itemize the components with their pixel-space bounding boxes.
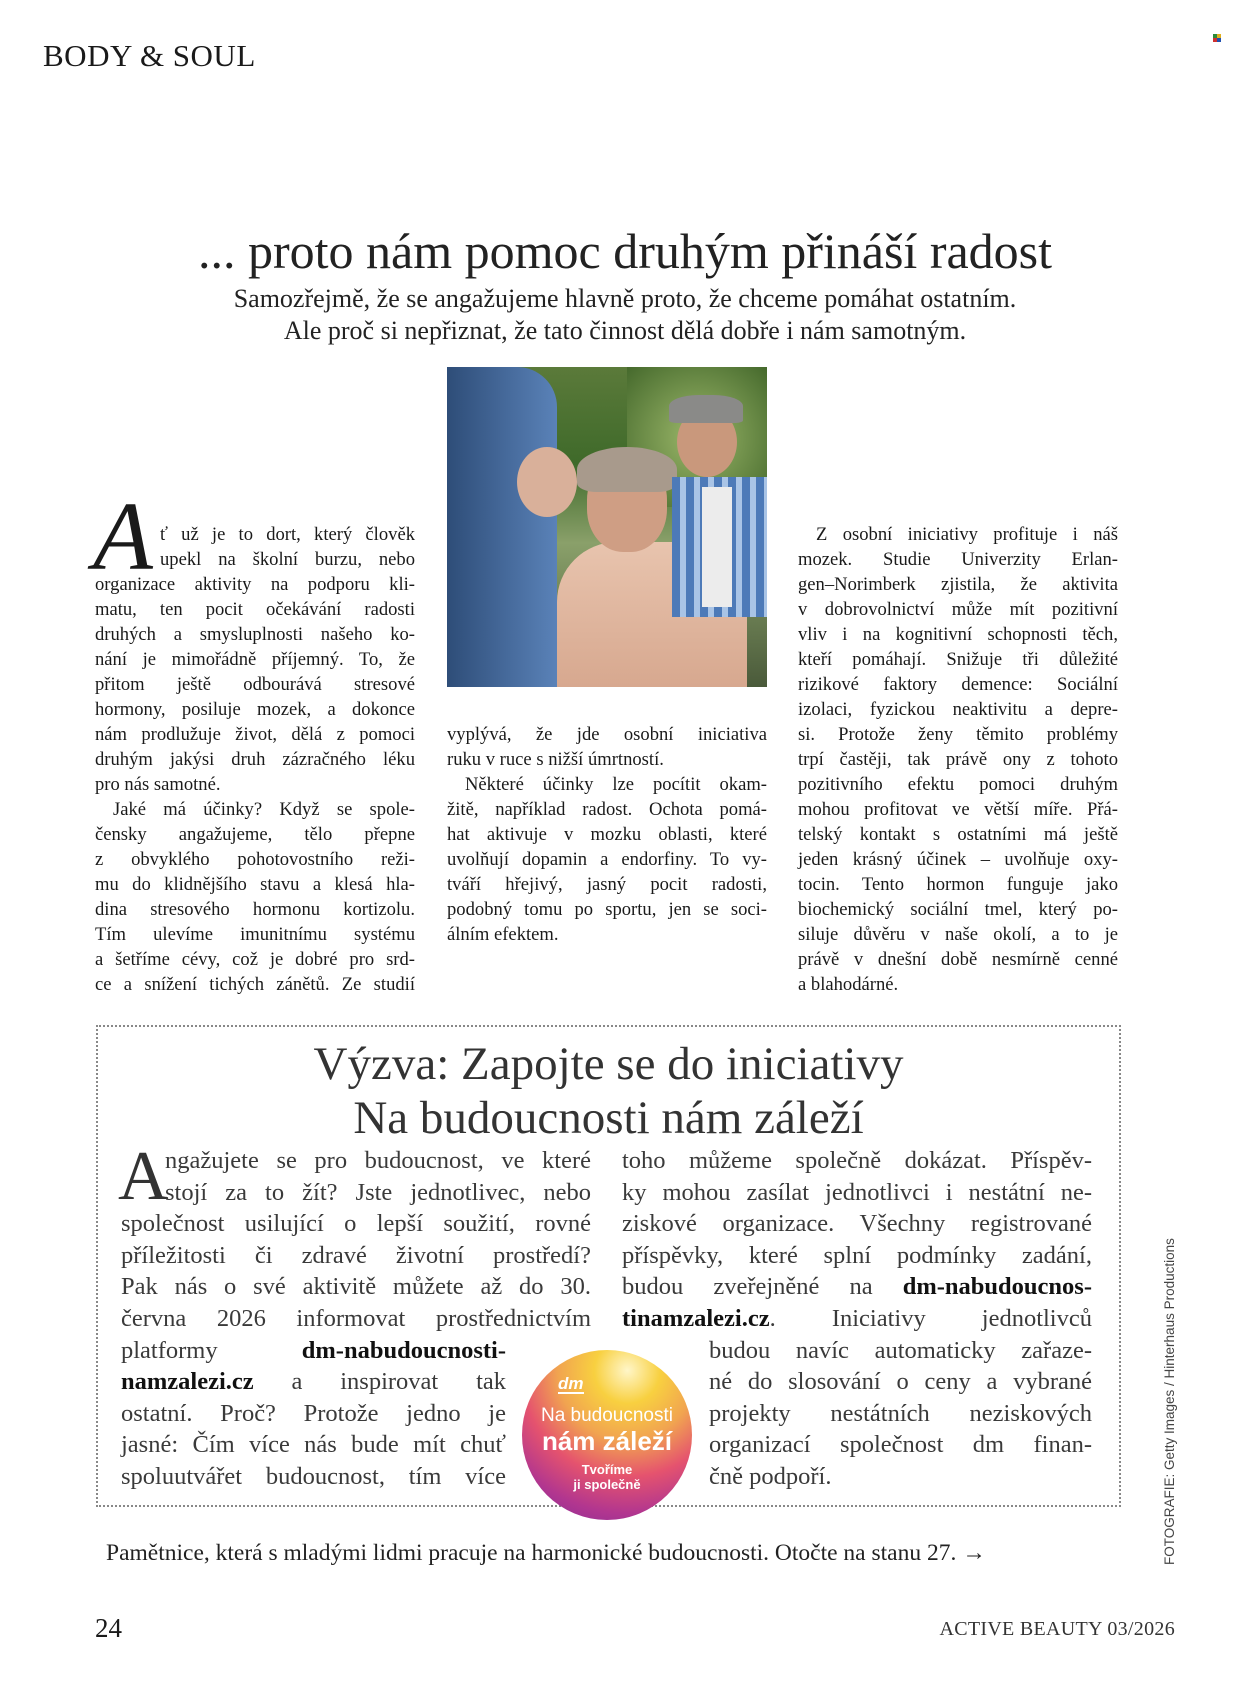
article-column-middle	[447, 722, 767, 947]
box-title-line: Na budoucnosti nám záleží	[353, 1092, 864, 1144]
text-line: pro nás samotné.	[95, 774, 221, 795]
text-line: álním efektem.	[447, 924, 559, 945]
text-segment: a inspirovat tak	[253, 1368, 506, 1396]
text-line: rizikové faktory demence: Sociální	[798, 674, 1118, 695]
text-line: trpí častěji, tak právě ony z tohoto	[798, 749, 1118, 770]
text-segment: jasné: Čím více nás bude mít chuť	[121, 1431, 506, 1459]
text-line	[622, 1177, 1092, 1209]
text-line	[121, 1177, 591, 1209]
badge-tagline-line: Tvoříme	[581, 1462, 633, 1477]
text-segment: spoluutvářet budoucnost, tím více	[121, 1462, 506, 1490]
text-line: vliv i na kognitivní schopnosti těch,	[798, 624, 1118, 645]
text-line: kteří pomáhají. Snižuje tři důležité	[798, 649, 1118, 670]
headline: ... proto nám pomoc druhým přináší radost	[197, 223, 1053, 279]
text-line: matu, ten pocit očekávání radosti	[95, 599, 415, 620]
text-line	[121, 1366, 506, 1398]
text-segment: . Iniciativy jednotlivců	[769, 1304, 1092, 1332]
text-line: siluje důvěru v naše okolí, a to je	[798, 924, 1118, 945]
text-line: Tím ulevíme imunitnímu systému	[95, 924, 415, 945]
text-line: tocin. Tento hormon funguje jako	[798, 874, 1118, 895]
box-title-line: Výzva: Zapojte se do iniciativy	[313, 1038, 904, 1090]
dm-campaign-badge	[522, 1350, 692, 1520]
text-line	[622, 1429, 1092, 1461]
page-number: 24	[95, 1613, 122, 1643]
text-line: druhým jakýsi druh zázračného léku	[95, 749, 415, 770]
text-segment: budou zveřejněné na	[622, 1273, 903, 1301]
text-line: Jaké má účinky? Když se spole-	[113, 799, 415, 820]
subtitle-line: Samozřejmě, že se angažujeme hlavně proto, že chceme pomáhat ostatním.	[233, 284, 1017, 313]
text-line: hormony, posiluje mozek, a dokonce	[95, 699, 415, 720]
text-line	[622, 1208, 1092, 1240]
text-line: upekl na školní burzu, nebo	[160, 549, 415, 570]
text-line: organizace aktivity na podporu kli-	[95, 574, 415, 595]
text-segment: čně podpoří.	[709, 1462, 832, 1490]
box-column-left	[121, 1145, 591, 1493]
text-line: izolaci, fyzickou neaktivitu a depre-	[798, 699, 1118, 720]
text-line: a blahodárné.	[798, 974, 899, 995]
text-line	[121, 1398, 506, 1430]
text-line: přitom ještě odbourává stresové	[95, 674, 415, 695]
text-line: v dobrovolnictví může mít pozitivní	[798, 599, 1118, 620]
text-line: jeden krásný účinek – uvolňuje oxy-	[798, 849, 1118, 870]
text-segment: příležitosti či zdravé životní prostředí?	[121, 1241, 591, 1269]
text-line	[121, 1303, 591, 1335]
subtitle-line: Ale proč si nepřiznat, že tato činnost dělá dobře i nám samotným.	[283, 316, 967, 345]
text-line	[622, 1145, 1092, 1177]
text-segment: ostatní. Proč? Protože jedno je	[121, 1399, 506, 1427]
subtitle	[0, 283, 1250, 347]
badge-line: nám záleží	[541, 1426, 673, 1456]
text-line	[121, 1271, 591, 1303]
text-line	[622, 1398, 1092, 1430]
article-photo	[447, 367, 767, 687]
text-line: ruku v ruce s nižší úmrtností.	[447, 749, 664, 770]
text-segment: ky mohou zasílat jednotlivci i nestátní ne-	[622, 1178, 1092, 1206]
text-line: uvolňují dopamin a endorfiny. To vy-	[447, 849, 767, 870]
text-line: mu do klidnějšího stavu a klesá hla-	[95, 874, 415, 895]
text-line: druhých a smysluplnosti našeho ko-	[95, 624, 415, 645]
text-line	[121, 1429, 506, 1461]
website-link[interactable]: namzalezi.cz	[121, 1368, 254, 1396]
website-link[interactable]: dm-nabudoucnosti-	[301, 1336, 506, 1364]
drop-cap: A	[93, 483, 153, 591]
text-line: tváří hřejivý, jasný pocit radosti,	[447, 874, 767, 895]
text-line: právě v dnešní době nesmírně cenné	[798, 949, 1118, 970]
text-line	[121, 1145, 591, 1177]
text-line: ť už je to dort, který člověk	[160, 524, 415, 545]
text-line	[121, 1335, 506, 1367]
text-line: žitě, například radost. Ochota pomá-	[447, 799, 767, 820]
text-line: vyplývá, že jde osobní iniciativa	[447, 724, 767, 745]
text-line: a šetříme cévy, což je dobré pro srd-	[95, 949, 415, 970]
text-line: nám prodlužuje život, dělá z pomoci	[95, 724, 415, 745]
text-segment: ziskové organizace. Všechny registrované	[622, 1210, 1092, 1238]
text-segment: června 2026 informovat prostřednictvím	[121, 1304, 591, 1332]
text-line: nání je mimořádně příjemný. To, že	[95, 649, 415, 670]
text-segment: stojí za to žít? Jste jednotlivec, nebo	[165, 1178, 591, 1206]
photo-credit: FOTOGRAFIE: Getty Images / Hinterhaus Productions	[1162, 1238, 1177, 1565]
badge-tagline-line: ji společně	[573, 1477, 641, 1492]
text-line: pozitivního efektu pomoci druhým	[798, 774, 1118, 795]
text-segment: společnost usilující o lepší soužití, rovné	[121, 1210, 591, 1238]
text-segment: budou navíc automaticky zařaze-	[709, 1336, 1092, 1364]
box-title	[96, 1037, 1121, 1145]
text-line: mozek. Studie Univerzity Erlan-	[798, 549, 1118, 570]
text-line: z obvyklého pohotovostního reži-	[95, 849, 415, 870]
section-label: BODY & SOUL	[43, 38, 256, 73]
text-segment: ngažujete se pro budoucnost, ve které	[165, 1147, 591, 1174]
text-line: telský kontakt s ostatními má ještě	[798, 824, 1118, 845]
text-line: biochemický sociální tmel, který po-	[798, 899, 1118, 920]
text-line	[622, 1271, 1092, 1303]
text-line	[622, 1335, 1092, 1367]
text-line: ce a snížení tichých zánětů. Ze studií	[95, 974, 415, 995]
text-line: čensky angažujeme, tělo přepne	[95, 824, 415, 845]
corner-color-mark	[1213, 34, 1221, 42]
text-line: Některé účinky lze pocítit okam-	[465, 774, 767, 795]
text-line	[121, 1240, 591, 1272]
website-link[interactable]: dm-nabudoucnos-	[902, 1273, 1092, 1301]
text-segment: projekty nestátních neziskových	[709, 1399, 1092, 1427]
text-segment: né do slosování o ceny a vybrané	[709, 1368, 1092, 1396]
text-line	[622, 1461, 1092, 1493]
article-column-right	[798, 522, 1118, 997]
text-line	[121, 1461, 506, 1493]
text-segment: Pak nás o své aktivitě můžete až do 30.	[121, 1273, 591, 1301]
dm-logo: dm	[558, 1374, 584, 1393]
text-line	[121, 1208, 591, 1240]
text-line: podobný tomu po sportu, jen se soci-	[447, 899, 767, 920]
text-segment: příspěvky, které splní podmínky zadání,	[622, 1241, 1092, 1269]
box-column-right	[622, 1145, 1092, 1493]
text-line: mohou profitovat ve větší míře. Přá-	[798, 799, 1118, 820]
text-line	[622, 1366, 1092, 1398]
text-line: Z osobní iniciativy profituje i náš	[816, 524, 1118, 545]
text-line: hat aktivuje v mozku oblasti, které	[447, 824, 767, 845]
website-link[interactable]: tinamzalezi.cz	[622, 1304, 770, 1332]
text-line	[622, 1303, 1092, 1335]
text-line	[622, 1240, 1092, 1272]
box-drop-cap: A	[118, 1138, 169, 1215]
text-line: dina stresového hormonu kortizolu.	[95, 899, 415, 920]
badge-line: Na budoucnosti	[540, 1405, 674, 1426]
photo-caption: Pamětnice, která s mladými lidmi pracuje na harmonické budoucnosti. Otočte na stanu 27. →	[106, 1540, 986, 1566]
text-segment: organizací společnost dm finan-	[709, 1431, 1092, 1459]
text-segment: toho můžeme společně dokázat. Příspěv-	[622, 1147, 1092, 1174]
text-segment: platformy	[121, 1336, 302, 1364]
badge-tagline	[522, 1462, 692, 1492]
magazine-issue: ACTIVE BEAUTY 03/2026	[939, 1618, 1175, 1640]
text-line: si. Protože ženy těmito problémy	[798, 724, 1118, 745]
article-column-left	[95, 522, 415, 997]
text-line: gen–Norimberk zjistila, že aktivita	[798, 574, 1118, 595]
